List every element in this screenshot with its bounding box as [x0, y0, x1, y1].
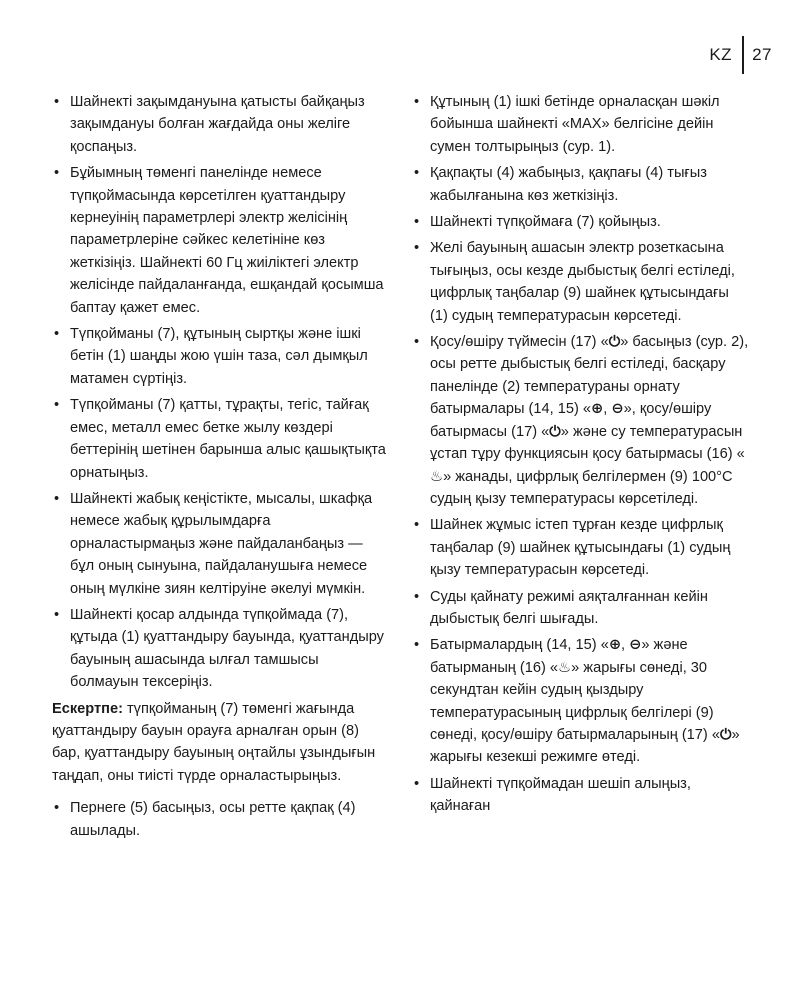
list-item: • Желі бауының ашасын электр розеткасына тығыңыз, осы кезде дыбыстық белгі естіледі, цифрлық таңбалар (9) шайнек құтысындағы (1) судың температурасын көрсетеді. — [412, 237, 750, 327]
text-segment: » басыңыз (сур. 2), осы ретте дыбыстық белгі естіледі, басқару панелінде (2) температураны орнату батырмалары (14, 15) « — [430, 334, 749, 418]
list-item: • Шайнекті қосар алдында түпқоймада (7), құтыда (1) қуаттандыру бауында, қуаттандыру бауының ашасында ылғал тамшысы болмауын тексеріңіз. — [52, 604, 390, 694]
keep-warm-icon: ♨ — [558, 659, 572, 676]
text-segment: » және батырманың (16) « — [430, 637, 688, 676]
list-item: • Шайнек жұмыс істеп тұрған кезде цифрлық таңбалар (9) шайнек құтысындағы (1) судың қызу температурасын көрсетеді. — [412, 514, 750, 581]
note-text: түпқойманың (7) төменгі жағында қуаттандыру бауын орауға арналған орын (8) бар, қуаттандыру бауының оңтайлы ұзындығын таңдап, оны тиісті түрде орналастырыңыз. — [52, 700, 376, 784]
list-item: • Суды қайнату режимі аяқталғаннан кейін дыбыстық белгі шығады. — [412, 586, 750, 631]
power-icon: ⏻ — [608, 334, 621, 351]
language-code: KZ — [709, 45, 733, 64]
note-label: Ескертпе: — [52, 700, 123, 717]
list-item: • Түпқойманы (7), құтының сыртқы және ішкі бетін (1) шаңды жою үшін таза, сәл дымқыл матамен сүртіңіз. — [52, 323, 390, 390]
plus-icon: ⊕ — [608, 637, 622, 654]
list-item: • Бұйымның төменгі панелінде немесе түпқоймасында көрсетілген қуаттандыру кернеуінің параметрлері электр желісінің параметрлеріне сәйкес келетініне көз жеткізіңіз. Шайнекті 60 Гц жиіліктегі электр желісінде пайдаланғанда, ешқандай қосымша баптау қажет емес. — [52, 162, 390, 319]
list-item: • Шайнекті түпқоймаға (7) қойыңыз. — [412, 211, 750, 233]
list-item: • Шайнекті зақымдануына қатысты байқаңыз зақымдануы болған жағдайда оны желіге қоспаңыз. — [52, 91, 390, 158]
list-item: • Шайнекті түпқоймадан шешіп алыңыз, қайнаған — [412, 773, 750, 818]
power-icon: ⏻ — [549, 423, 561, 440]
right-column — [412, 91, 750, 822]
text-segment: » жарығы сөнеді, 30 секундтан кейін судың қыздыру температурасының цифрлық белгілері (9) сөнеді, қосу/өшіру батырмаларының (17) « — [430, 659, 720, 743]
instruction-list — [52, 797, 390, 842]
note-paragraph — [52, 698, 390, 788]
text-segment: » жарығы кезекші режимге өтеді. — [430, 726, 740, 766]
instruction-list — [52, 91, 390, 694]
text-segment: » және су температурасын ұстап тұру функциясын қосу батырмасы (16) « — [430, 423, 745, 463]
page-number: 27 — [752, 45, 772, 64]
list-item: • Құтының (1) ішкі бетінде орналасқан шәкіл бойынша шайнекті «MAX» белгісіне дейін сумен толтырыңыз (сур. 1). — [412, 91, 750, 158]
power-icon: ⏻ — [719, 726, 732, 743]
minus-icon: ⊖ — [629, 637, 642, 654]
text-segment: , — [603, 401, 612, 418]
instruction-list — [412, 91, 750, 818]
keep-warm-icon: ♨ — [430, 468, 444, 485]
page-header — [709, 36, 772, 74]
left-column — [52, 91, 390, 846]
minus-icon: ⊖ — [611, 401, 624, 418]
text-segment: » жанады, цифрлық белгілермен (9) 100°С судың қызу температурасы көрсетіледі. — [430, 468, 733, 507]
text-segment: , — [621, 637, 630, 654]
list-item: • Қақпақты (4) жабыңыз, қақпағы (4) тығыз жабылғанына көз жеткізіңіз. — [412, 162, 750, 207]
list-item: • Пернеге (5) басыңыз, осы ретте қақпақ (4) ашылады. — [52, 797, 390, 842]
list-item — [412, 634, 750, 768]
list-item: • Шайнекті жабық кеңістікте, мысалы, шкафқа немесе жабық құрылымдарға орналастырмаңыз және пайдаланбаңыз — бұл оның сынуына, пайдаланушыға немесе оның мүлкіне зиян келтіруіне әкелуі мүмкін. — [52, 488, 390, 600]
plus-icon: ⊕ — [591, 401, 604, 418]
list-item: • Түпқойманы (7) қатты, тұрақты, тегіс, тайғақ емес, металл емес бетке жылу көздері беттерінің шетінен барынша алыс қашықтықта орнатыңыз. — [52, 394, 390, 484]
text-segment: », қосу/өшіру батырмасы (17) « — [430, 401, 712, 440]
text-segment: Батырмалардың (14, 15) « — [430, 637, 609, 654]
list-item — [412, 331, 750, 510]
text-segment: Қосу/өшіру түймесін (17) « — [430, 334, 609, 351]
